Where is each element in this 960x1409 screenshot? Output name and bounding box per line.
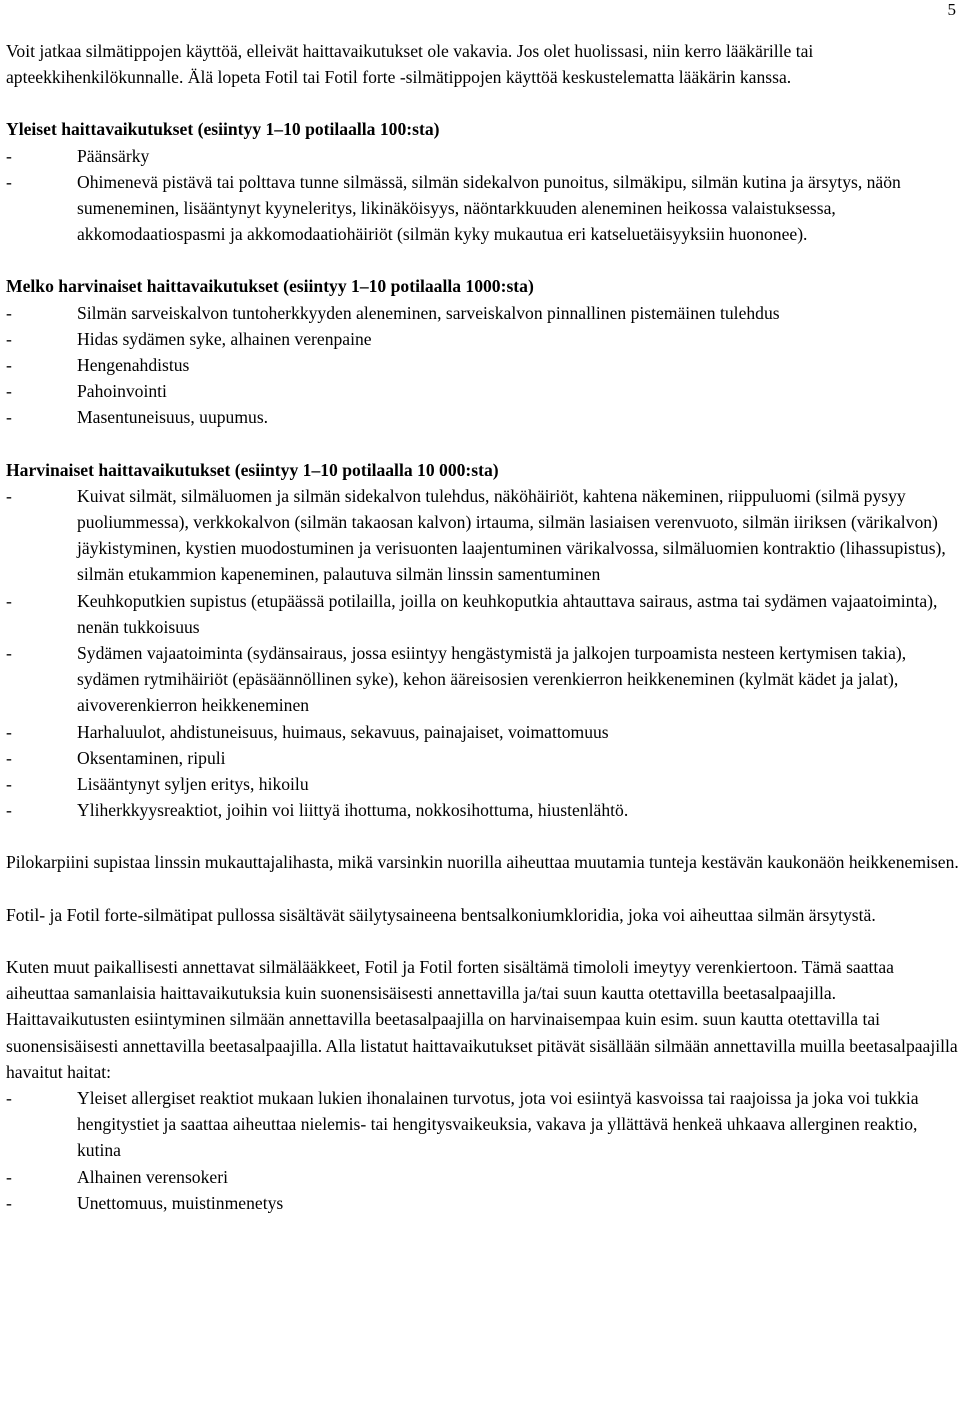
dash-marker: - bbox=[6, 721, 12, 742]
list-item: - Harhaluulot, ahdistuneisuus, huimaus, sekavuus, painajaiset, voimattomuus bbox=[6, 719, 960, 745]
list-item: - Masentuneisuus, uupumus. bbox=[6, 404, 960, 430]
dash-marker: - bbox=[6, 145, 12, 166]
list-item: - Ohimenevä pistävä tai polttava tunne silmässä, silmän sidekalvon punoitus, silmäkipu, silmän kutina ja ärsytys, näön sumeneminen, lisääntynyt kyyneleritys, likinäköisyys, näöntarkkuuden aleneminen heikossa valaistuksessa, akkomodaatiospasmi ja akkomodaatiohäiriöt (silmän kyky mukautua eri katseluetäisyyksiin huononee). bbox=[6, 169, 960, 248]
section-heading: Harvinaiset haittavaikutukset (esiintyy 1–10 potilaalla 10 000:sta) bbox=[6, 459, 499, 480]
list-item: - Alhainen verensokeri bbox=[6, 1164, 960, 1190]
common-side-effects-section bbox=[6, 116, 960, 247]
dash-marker: - bbox=[6, 747, 12, 768]
dash-marker: - bbox=[6, 590, 12, 611]
dash-marker: - bbox=[6, 302, 12, 323]
list-item: - Yleiset allergiset reaktiot mukaan lukien ihonalainen turvotus, jota voi esiintyä kasvoissa tai raajoissa ja joka voi tukkia hengitystiet ja saattaa aiheuttaa nielemis- tai hengitysvaikeuksia, vakava ja yllättävä henkeä uhkaava allerginen reaktio, kutina bbox=[6, 1085, 960, 1164]
list-item: - Hidas sydämen syke, alhainen verenpaine bbox=[6, 326, 960, 352]
dash-marker: - bbox=[6, 774, 12, 795]
dash-marker: - bbox=[6, 1166, 12, 1187]
list-item: - Yliherkkyysreaktiot, joihin voi liittyä ihottuma, nokkosihottuma, hiustenlähtö. bbox=[6, 797, 960, 823]
beta-blocker-effect-list bbox=[6, 1085, 960, 1216]
document-body bbox=[6, 38, 960, 1216]
side-effect-list bbox=[6, 483, 960, 824]
list-item: - Hengenahdistus bbox=[6, 352, 960, 378]
dash-marker: - bbox=[6, 355, 12, 376]
list-item: - Pahoinvointi bbox=[6, 378, 960, 404]
dash-marker: - bbox=[6, 171, 12, 192]
dash-marker: - bbox=[6, 407, 12, 428]
side-effect-list bbox=[6, 143, 960, 248]
dash-marker: - bbox=[6, 643, 12, 664]
list-item: - Kuivat silmät, silmäluomen ja silmän sidekalvon tulehdus, näköhäiriöt, kahtena näkeminen, riippuluomi (silmä pysyy puoliummessa), verkkokalvon (silmän takaosan kalvon) irtauma, silmän lasiaisen verenvuoto, silmän iiriksen (värikalvon) jäykistyminen, kystien muodostuminen ja verisuonten laajentuminen värikalvossa, silmäluomien kontraktio (lihassupistus), silmän etukammion kapeneminen, palautuva silmän linssin samentuminen bbox=[6, 483, 960, 588]
list-item: - Keuhkoputkien supistus (etupäässä potilailla, joilla on keuhkoputkia ahtauttava sairaus, astma tai sydämen vajaatoiminta), nenän tukkoisuus bbox=[6, 588, 960, 640]
dash-marker: - bbox=[6, 485, 12, 506]
list-item: - Silmän sarveiskalvon tuntoherkkyyden aleneminen, sarveiskalvon pinnallinen pistemäinen tulehdus bbox=[6, 300, 960, 326]
pilocarpine-paragraph: Pilokarpiini supistaa linssin mukauttajalihasta, mikä varsinkin nuorilla aiheuttaa muutamia tunteja kestävän kaukonäön heikkenemisen. bbox=[6, 852, 959, 873]
dash-marker: - bbox=[6, 800, 12, 821]
section-heading: Yleiset haittavaikutukset (esiintyy 1–10 potilaalla 100:sta) bbox=[6, 119, 440, 140]
section-heading: Melko harvinaiset haittavaikutukset (esiintyy 1–10 potilaalla 1000:sta) bbox=[6, 276, 534, 297]
list-item: - Päänsärky bbox=[6, 143, 960, 169]
page-number: 5 bbox=[947, 0, 956, 19]
side-effect-list bbox=[6, 300, 960, 431]
list-item: - Oksentaminen, ripuli bbox=[6, 745, 960, 771]
intro-paragraph: Voit jatkaa silmätippojen käyttöä, elleivät haittavaikutukset ole vakavia. Jos olet huolissasi, niin kerro lääkärille tai apteekkihenkilökunnalle. Älä lopeta Fotil tai Fotil forte -silmätippojen käyttöä keskustelematta lääkärin kanssa. bbox=[6, 41, 814, 88]
dash-marker: - bbox=[6, 328, 12, 349]
dash-marker: - bbox=[6, 381, 12, 402]
timolol-paragraph: Kuten muut paikallisesti annettavat silmälääkkeet, Fotil ja Fotil forten sisältämä timololi imeytyy verenkiertoon. Tämä saattaa aiheuttaa samanlaisia haittavaikutuksia kuin suonensisäisesti annettavilla ja/tai suun kautta otettavilla beetasalpaajilla. Haittavaikutusten esiintyminen silmään annettavilla beetasalpaajilla on harvinaisempaa kuin esim. suun kautta otettavilla tai suonensisäisesti annettavilla beetasalpaajilla. Alla listatut haittavaikutukset pitävät sisällään silmään annettavilla muilla beetasalpaajilla havaitut haitat: bbox=[6, 956, 958, 1082]
list-item: - Unettomuus, muistinmenetys bbox=[6, 1190, 960, 1216]
uncommon-side-effects-section bbox=[6, 273, 960, 430]
preservative-paragraph: Fotil- ja Fotil forte-silmätipat pullossa sisältävät säilytysaineena bentsalkoniumkloridia, joka voi aiheuttaa silmän ärsytystä. bbox=[6, 904, 876, 925]
list-item: - Lisääntynyt syljen eritys, hikoilu bbox=[6, 771, 960, 797]
dash-marker: - bbox=[6, 1087, 12, 1108]
list-item: - Sydämen vajaatoiminta (sydänsairaus, jossa esiintyy hengästymistä ja jalkojen turpoamista nesteen kertymisen takia), sydämen rytmihäiriöt (epäsäännöllinen syke), kehon ääreisosien verenkierron heikkeneminen (kylmät kädet ja jalat), aivoverenkierron heikkeneminen bbox=[6, 640, 960, 719]
dash-marker: - bbox=[6, 1192, 12, 1213]
rare-side-effects-section bbox=[6, 457, 960, 824]
